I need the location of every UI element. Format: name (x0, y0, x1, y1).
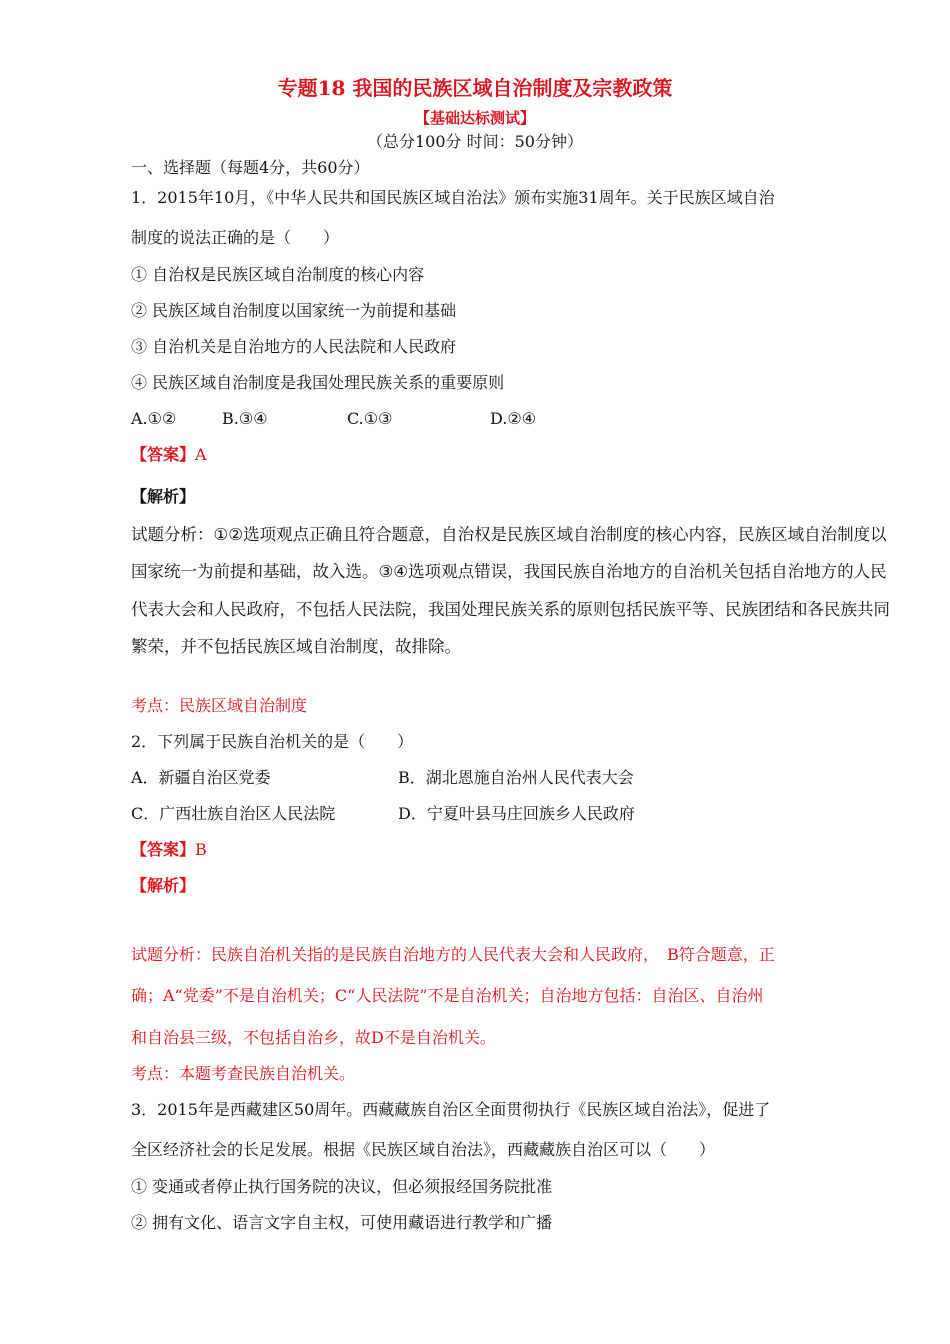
q2-analysis-line2: 确；A“党委”不是自治机关；C“人民法院”不是自治机关；自治地方包括：自治区、自治州 (131, 986, 764, 1005)
page-subtitle: 【基础达标测试】 (414, 109, 535, 127)
q1-item-2: ② 民族区域自治制度以国家统一为前提和基础 (131, 301, 457, 320)
q1-item-3: ③ 自治机关是自治地方的人民法院和人民政府 (131, 337, 457, 356)
q2-analysis-line3: 和自治县三级，不包括自治乡，故D不是自治机关。 (131, 1028, 496, 1047)
q3-item-1: ① 变通或者停止执行国务院的决议，但必须报经国务院批准 (131, 1177, 553, 1196)
q2-option-c: C．广西壮族自治区人民法院 (131, 804, 336, 823)
q1-answer (131, 445, 207, 465)
q2-analysis-line1: 试题分析：民族自治机关指的是民族自治地方的人民代表大会和人民政府， B符合题意，正 (131, 945, 775, 964)
section-heading: 一、选择题（每题4分，共60分） (131, 158, 370, 177)
q1-point: 考点：民族区域自治制度 (131, 696, 308, 715)
q1-option-d: D.②④ (490, 409, 537, 428)
q1-analysis-label: 【解析】 (131, 487, 196, 506)
q2-answer (131, 840, 207, 860)
q1-analysis-line3: 代表大会和人民政府，不包括人民法院，我国处理民族关系的原则包括民族平等、民族团结和各民族共同 (131, 600, 890, 619)
q1-analysis-line2: 国家统一为前提和基础，故入选。③④选项观点错误，我国民族自治地方的自治机关包括自治地方的人民 (131, 562, 887, 581)
q3-stem-line1: 3．2015年是西藏建区50周年。西藏藏族自治区全面贯彻执行《民族区域自治法》，促进了 (131, 1100, 771, 1119)
q2-option-d: D．宁夏叶县马庄回族乡人民政府 (398, 804, 635, 823)
exam-meta: （总分100分 时间：50分钟） (367, 132, 583, 151)
q2-analysis-label: 【解析】 (131, 876, 196, 895)
q1-analysis-line1: 试题分析：①②选项观点正确且符合题意，自治权是民族区域自治制度的核心内容，民族区域自治制度以 (131, 525, 887, 544)
page-title: 专题18 我国的民族区域自治制度及宗教政策 (277, 76, 673, 100)
q3-item-2: ② 拥有文化、语言文字自主权，可使用藏语进行教学和广播 (131, 1213, 553, 1232)
q1-stem-line1: 1．2015年10月，《中华人民共和国民族区域自治法》颁布实施31周年。关于民族区域自治 (131, 188, 775, 207)
q3-stem-line2: 全区经济社会的长足发展。根据《民族区域自治法》，西藏藏族自治区可以（ ） (131, 1140, 716, 1159)
q1-answer-value: A (195, 445, 207, 464)
q1-option-c: C.①③ (347, 409, 393, 428)
q2-stem: 2．下列属于民族自治机关的是（ ） (131, 732, 414, 751)
q1-option-a: A.①② (131, 409, 177, 428)
q2-answer-value: B (195, 840, 207, 859)
q1-analysis-line4: 繁荣，并不包括民族区域自治制度，故排除。 (131, 637, 461, 656)
q2-point: 考点：本题考查民族自治机关。 (131, 1064, 356, 1083)
q2-option-a: A．新疆自治区党委 (131, 768, 271, 787)
q2-answer-label: 【答案】 (131, 840, 196, 859)
q1-stem-line2: 制度的说法正确的是（ ） (131, 228, 340, 247)
q2-option-b: B．湖北恩施自治州人民代表大会 (398, 768, 634, 787)
q1-answer-label: 【答案】 (131, 445, 196, 464)
q1-item-4: ④ 民族区域自治制度是我国处理民族关系的重要原则 (131, 373, 505, 392)
q1-item-1: ① 自治权是民族区域自治制度的核心内容 (131, 265, 425, 284)
q1-option-b: B.③④ (222, 409, 268, 428)
